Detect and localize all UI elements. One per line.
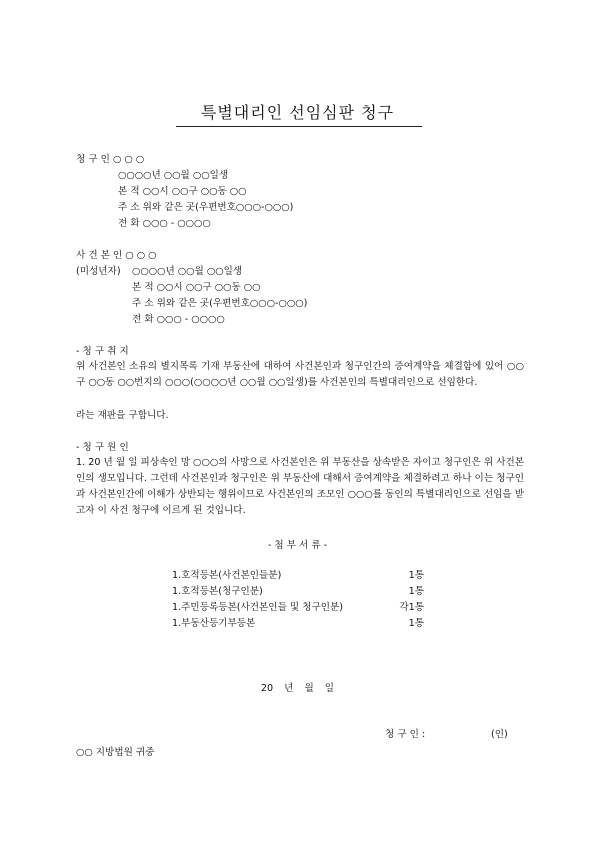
date-line: 20 년 월 일	[260, 683, 335, 694]
seal-mark: (인)	[491, 729, 508, 740]
attachment-item	[172, 583, 424, 597]
attachment-item	[172, 599, 424, 613]
document-title: 특별대리인 선임심판 청구	[200, 103, 395, 122]
claimant-phone: 전 화 ○○○ - ○○○○	[118, 218, 211, 229]
attachment-name: 1.호적등본(청구인분)	[172, 586, 263, 597]
attachment-item	[172, 567, 424, 581]
principal-heading: 사 건 본 인 ○ ○ ○	[76, 250, 157, 261]
claimant-address: 주 소 위와 같은 곳(우편번호○○○-○○○)	[118, 202, 294, 213]
principal-birth: ○○○○년 ○○월 ○○일생	[132, 266, 243, 277]
principal-registry: 본 적 ○○시 ○○구 ○○동 ○○	[132, 282, 261, 293]
claimant-registry: 본 적 ○○시 ○○구 ○○동 ○○	[118, 186, 247, 197]
purpose-heading: - 청 구 취 지	[76, 346, 129, 357]
attachment-qty: 각1통	[399, 602, 424, 613]
claimant-birth: ○○○○년 ○○월 ○○일생	[118, 170, 229, 181]
attachment-name: 1.호적등본(사건본인들분)	[172, 570, 282, 581]
claimant-heading: 청 구 인 ○ ○ ○	[76, 154, 145, 165]
title-underline	[176, 126, 422, 127]
attachment-qty: 1통	[408, 570, 424, 581]
attachment-qty: 1통	[408, 586, 424, 597]
signature-label: 청 구 인 :	[385, 729, 426, 740]
court-addressee: ○○ 지방법원 귀중	[76, 747, 155, 758]
principal-minor-label: (미성년자)	[76, 266, 121, 277]
attachment-name: 1.부동산등기부등본	[172, 618, 256, 629]
attachment-qty: 1통	[408, 618, 424, 629]
attachment-item	[172, 615, 424, 629]
attachments-heading: - 첨 부 서 류 -	[267, 540, 328, 551]
principal-phone: 전 화 ○○○ - ○○○○	[132, 314, 225, 325]
cause-body: 1. 20 년 월 일 피상속인 망 ○○○의 사망으로 사건본인은 위 부동산을 상속받은 자이고 청구인은 위 사건본인의 생모입니다. 그런데 사건본인과 청구인은 위 부동산에 대해서 증여계약을 체결하려고 하나 이는 청구인과 사건본인간에 이해가 상반되는 행위이므로 사건본인의 조모인 ○○○를 동인의 특별대리인으로 선임을 받고자 이 사건 청구에 이르게 된 것입니다.	[76, 457, 524, 516]
purpose-closing: 라는 재판을 구합니다.	[76, 410, 169, 421]
principal-address: 주 소 위와 같은 곳(우편번호○○○-○○○)	[132, 298, 308, 309]
cause-heading: - 청 구 원 인	[76, 442, 129, 453]
purpose-body: 위 사건본인 소유의 별지목록 기재 부동산에 대하여 사건본인과 청구인간의 증여계약을 체결함에 있어 ○○구 ○○동 ○○번지의 ○○○(○○○○년 ○○월 ○○일생)를 사건본인의 특별대리인으로 선임한다.	[76, 361, 524, 388]
attachment-name: 1.주민등록등본(사건본인들 및 청구인분)	[172, 602, 344, 613]
